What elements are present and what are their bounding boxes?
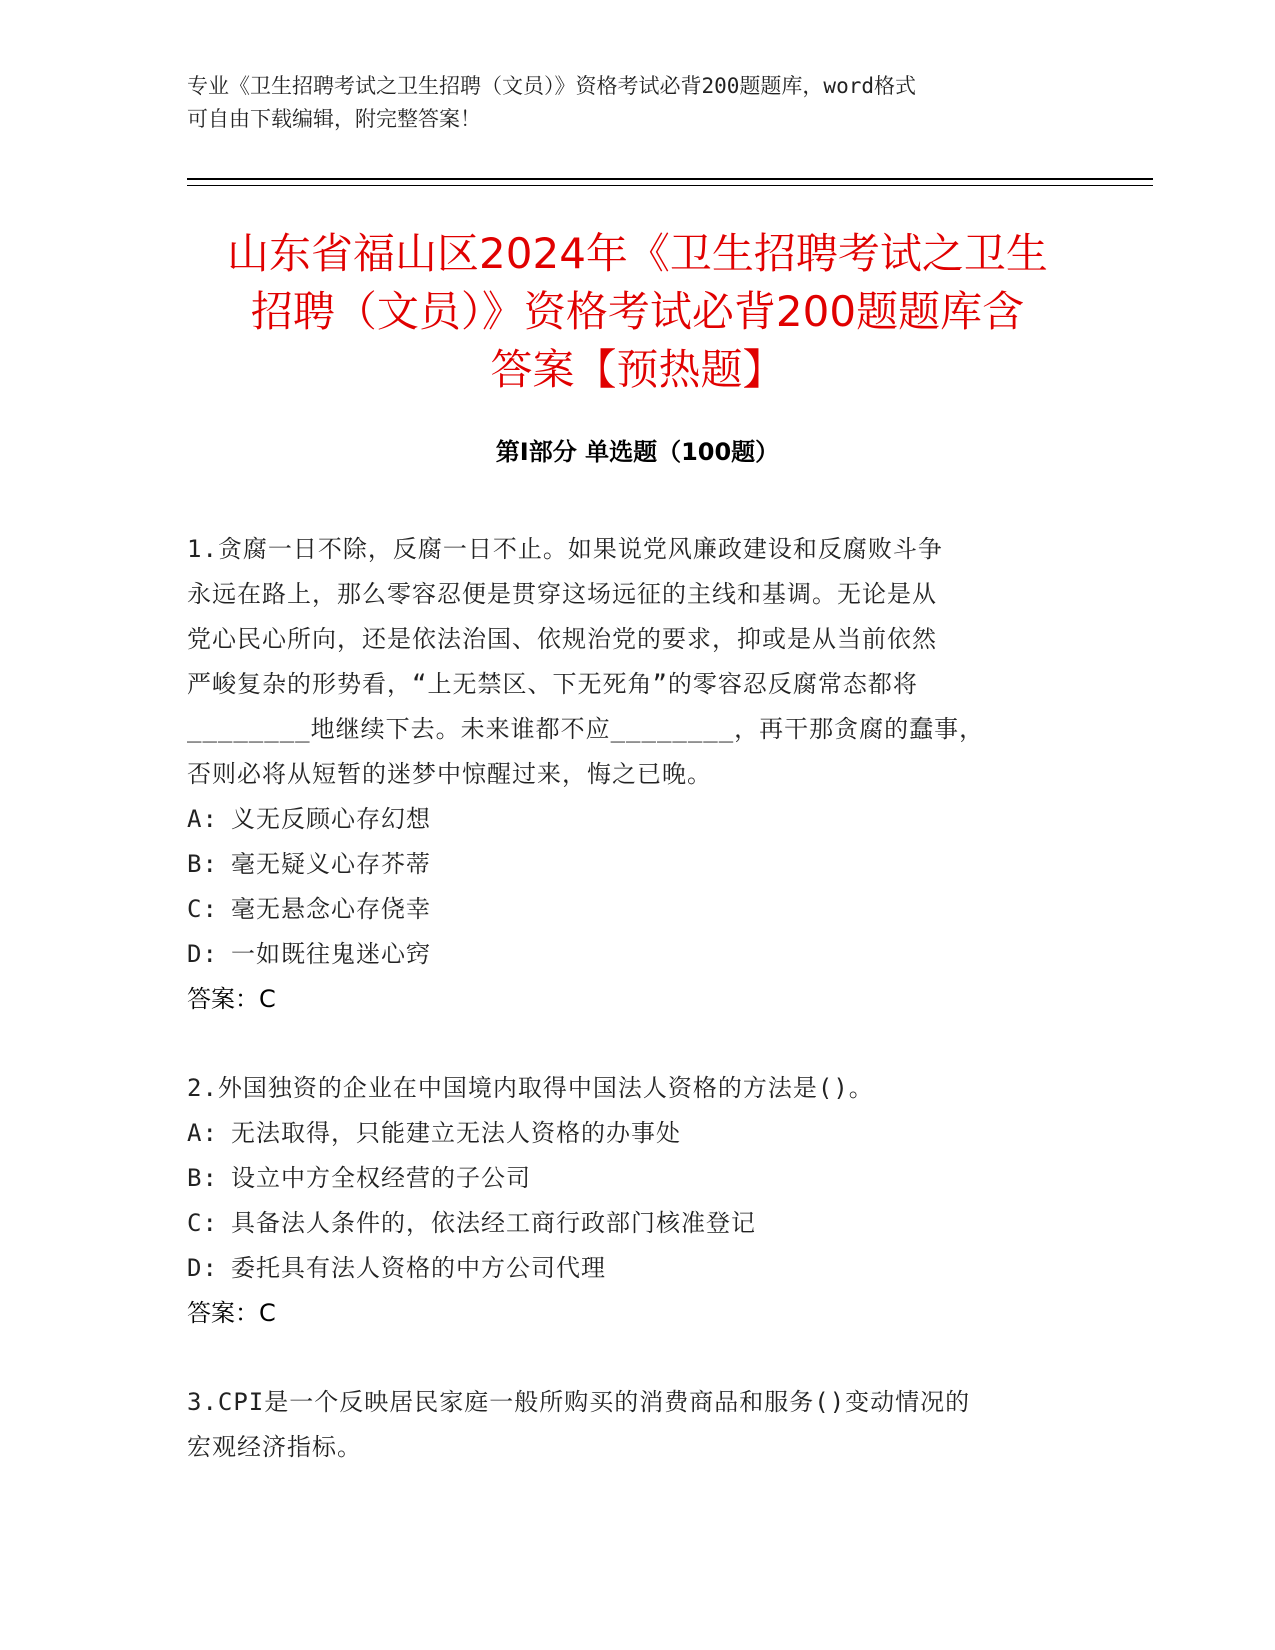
header-divider xyxy=(187,178,1153,180)
option-text: 毫无悬念心存侥幸 xyxy=(231,895,431,923)
document-title xyxy=(150,225,1125,399)
question-stem-line: 3.CPI是一个反映居民家庭一般所购买的消费商品和服务()变动情况的 xyxy=(187,1388,971,1416)
option-d xyxy=(187,932,1087,977)
answer-label: 答案：C xyxy=(187,1299,276,1327)
option-letter: A: xyxy=(187,1119,218,1147)
option-letter: B: xyxy=(187,1164,218,1192)
question-item xyxy=(187,527,1087,1022)
question-stem-line: ________地继续下去。未来谁都不应________，再干那贪腐的蠢事， xyxy=(187,715,985,743)
question-stem-line: 1.贪腐一日不除，反腐一日不止。如果说党风廉政建设和反腐败斗争 xyxy=(187,535,943,563)
title-line: 山东省福山区2024年《卫生招聘考试之卫生 xyxy=(227,229,1048,278)
option-letter: C: xyxy=(187,895,218,923)
question-stem-line: 宏观经济指标。 xyxy=(187,1433,362,1461)
option-a xyxy=(187,1111,1087,1156)
section-heading: 第Ⅰ部分 单选题（100题） xyxy=(495,438,780,466)
option-text: 具备法人条件的，依法经工商行政部门核准登记 xyxy=(231,1209,756,1237)
title-line: 答案【预热题】 xyxy=(490,345,785,394)
option-letter: C: xyxy=(187,1209,218,1237)
option-c xyxy=(187,1201,1087,1246)
option-text: 毫无疑义心存芥蒂 xyxy=(231,850,431,878)
question-stem-line: 党心民心所向，还是依法治国、依规治党的要求，抑或是从当前依然 xyxy=(187,625,937,653)
option-text: 委托具有法人资格的中方公司代理 xyxy=(231,1254,606,1282)
answer-label: 答案：C xyxy=(187,985,276,1013)
question-list xyxy=(187,527,1087,1514)
option-d xyxy=(187,1246,1087,1291)
question-stem-line: 2.外国独资的企业在中国境内取得中国法人资格的方法是()。 xyxy=(187,1074,874,1102)
title-line: 招聘（文员）》资格考试必背200题题库含 xyxy=(250,287,1025,336)
question-stem-line: 严峻复杂的形势看，“上无禁区、下无死角”的零容忍反腐常态都将 xyxy=(187,670,918,698)
question-item xyxy=(187,1066,1087,1336)
header-divider-thin xyxy=(187,185,1153,186)
option-letter: A: xyxy=(187,805,218,833)
document-intro xyxy=(187,70,1077,136)
option-text: 义无反顾心存幻想 xyxy=(231,805,431,833)
option-text: 无法取得，只能建立无法人资格的办事处 xyxy=(231,1119,681,1147)
intro-line: 可自由下载编辑，附完整答案！ xyxy=(187,107,481,131)
option-b xyxy=(187,1156,1087,1201)
question-stem-line: 永远在路上，那么零容忍便是贯穿这场远征的主线和基调。无论是从 xyxy=(187,580,937,608)
option-letter: D: xyxy=(187,1254,218,1282)
option-b xyxy=(187,842,1087,887)
question-item xyxy=(187,1380,1087,1470)
option-text: 设立中方全权经营的子公司 xyxy=(231,1164,531,1192)
option-letter: D: xyxy=(187,940,218,968)
intro-line: 专业《卫生招聘考试之卫生招聘（文员）》资格考试必背200题题库，word格式 xyxy=(187,74,916,98)
option-a xyxy=(187,797,1087,842)
option-c xyxy=(187,887,1087,932)
question-stem-line: 否则必将从短暂的迷梦中惊醒过来，悔之已晚。 xyxy=(187,760,712,788)
option-text: 一如既往鬼迷心窍 xyxy=(231,940,431,968)
option-letter: B: xyxy=(187,850,218,878)
